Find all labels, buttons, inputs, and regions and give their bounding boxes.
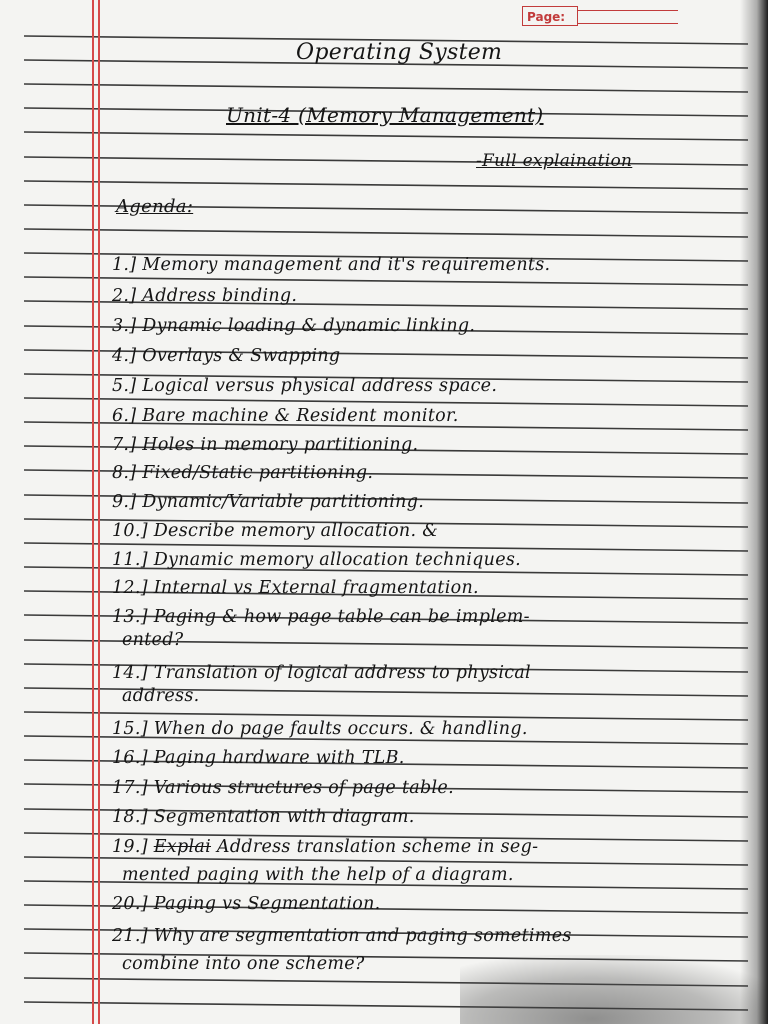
struck-word: Explai [153,837,212,857]
margin-line-left [92,0,94,1024]
agenda-item [112,837,538,857]
page-number-field [578,10,678,24]
hand-shadow [460,955,768,1024]
agenda-item-continuation: mented paging with the help of a diagram. [122,865,514,885]
agenda-item: 9.] Dynamic/Variable partitioning. [112,492,425,512]
page-title: Operating System [296,40,503,65]
agenda-item: 5.] Logical versus physical address space. [112,376,498,396]
agenda-label: Agenda: [116,196,194,217]
agenda-item: 16.] Paging hardware with TLB. [112,748,405,768]
agenda-item: 3.] Dynamic loading & dynamic linking. [112,316,476,336]
agenda-item: 20.] Paging vs Segmentation. [112,894,381,914]
agenda-item: 4.] Overlays & Swapping [112,346,341,366]
agenda-item: 14.] Translation of logical address to physical [112,663,531,683]
agenda-item: 13.] Paging & how page table can be implem- [112,607,530,627]
agenda-item: 1.] Memory management and it's requirements. [112,255,551,275]
agenda-item: 7.] Holes in memory partitioning. [112,435,419,455]
agenda-item: 10.] Describe memory allocation. & [112,521,439,541]
agenda-item: 17.] Various structures of page table. [112,778,454,798]
page-number-label: Page: [522,6,578,26]
unit-heading: Unit-4 (Memory Management) [226,103,544,127]
agenda-item: 21.] Why are segmentation and paging sometimes [112,926,572,946]
agenda-item: 8.] Fixed/Static partitioning. [112,463,374,483]
agenda-item: 18.] Segmentation with diagram. [112,807,415,827]
agenda-item: 6.] Bare machine & Resident monitor. [112,406,459,426]
page-edge-shadow [740,0,768,1024]
agenda-item-continuation: combine into one scheme? [122,954,365,974]
subtitle: -Full explaination [476,151,633,171]
margin-line-right [98,0,100,1024]
agenda-item: 2.] Address binding. [112,286,298,306]
agenda-item-continuation: address. [122,686,200,706]
agenda-item: 12.] Internal vs External fragmentation. [112,578,479,598]
agenda-item: 15.] When do page faults occurs. & handling. [112,719,528,739]
agenda-item-number: 19.] [112,837,148,857]
agenda-item: 11.] Dynamic memory allocation techniques. [112,550,521,570]
agenda-item-continuation: ented? [122,630,184,650]
agenda-item-text: Address translation scheme in seg- [216,837,539,857]
